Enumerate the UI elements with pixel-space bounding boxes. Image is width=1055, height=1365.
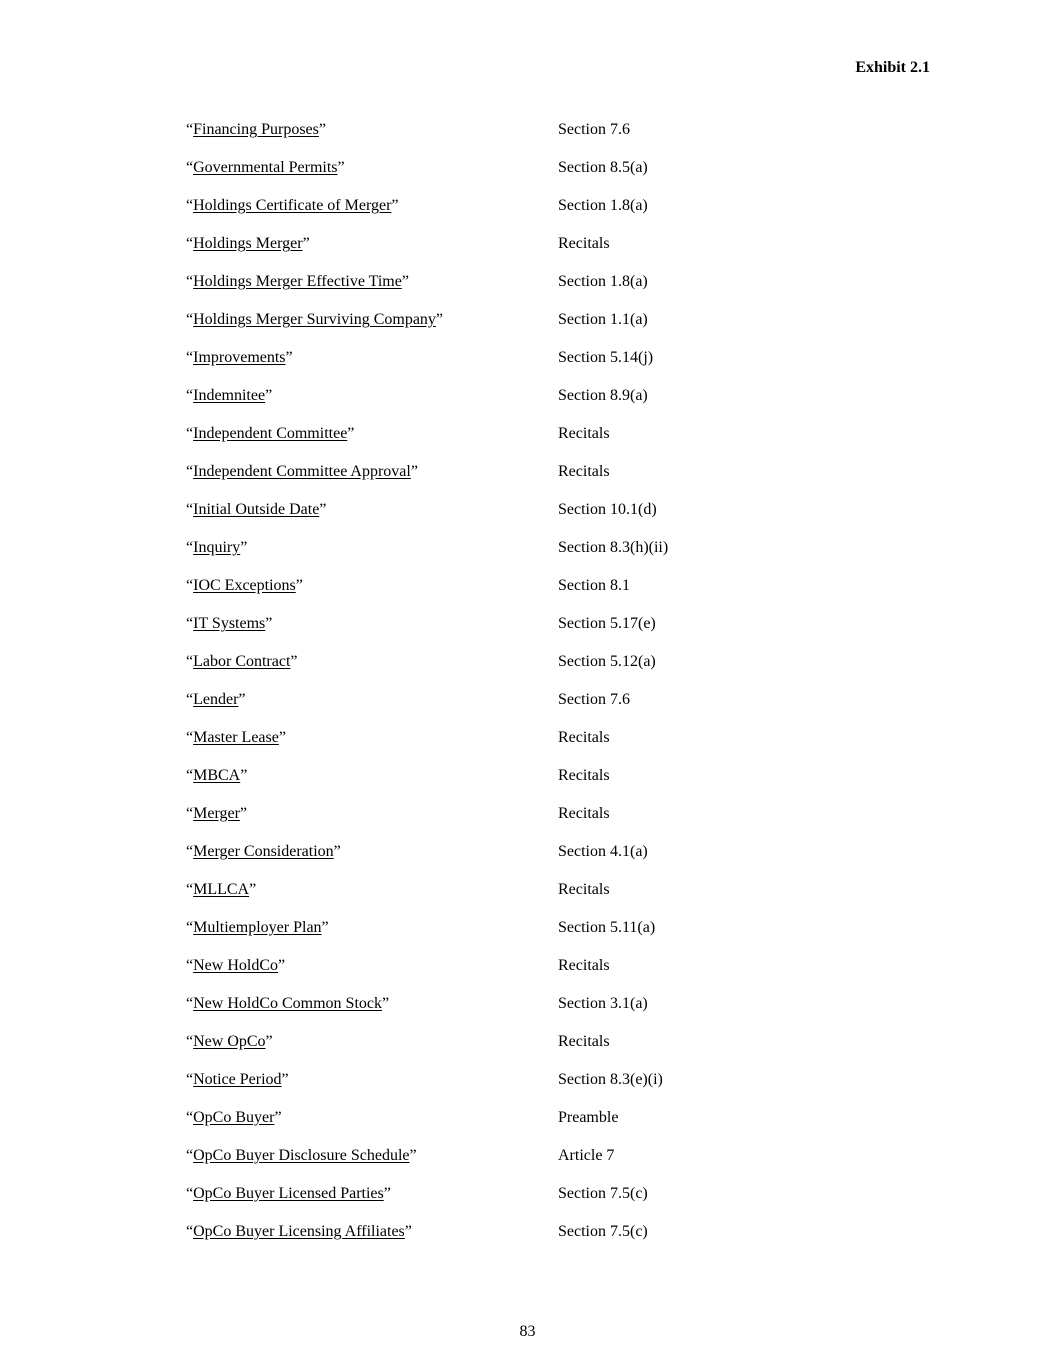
defined-term [186,272,558,292]
open-quote: “ [186,1071,194,1088]
open-quote: “ [186,387,194,404]
open-quote: “ [186,463,194,480]
defined-term [186,880,558,900]
section-reference: Section 5.17(e) [558,615,656,632]
section-reference: Recitals [558,235,610,252]
section-reference: Section 7.6 [558,121,630,138]
defined-term [186,386,558,406]
defined-term-name: Holdings Merger [193,235,303,252]
defined-term-name: New HoldCo Common Stock [193,995,382,1012]
section-reference: Section 5.12(a) [558,653,656,670]
defined-term [186,994,558,1014]
definition-row [186,462,786,500]
definition-row [186,880,786,918]
definition-row [186,918,786,956]
close-quote: ” [383,1185,391,1202]
definition-row [186,1184,786,1222]
defined-term-name: Holdings Merger Surviving Company [193,311,436,328]
definition-row [186,234,786,272]
close-quote: ” [240,767,248,784]
section-reference: Section 8.3(h)(ii) [558,539,669,556]
defined-term-name: Improvements [193,349,286,366]
close-quote: ” [249,881,257,898]
open-quote: “ [186,1109,194,1126]
close-quote: ” [285,349,293,366]
section-reference: Section 8.5(a) [558,159,648,176]
open-quote: “ [186,197,194,214]
section-reference: Recitals [558,957,610,974]
defined-term-name: IT Systems [193,615,266,632]
definition-row [186,424,786,462]
open-quote: “ [186,957,194,974]
close-quote: ” [239,805,248,822]
defined-term-name: OpCo Buyer [193,1109,275,1126]
defined-term-name: Labor Contract [193,653,291,670]
close-quote: ” [265,615,273,632]
close-quote: ” [295,577,303,594]
close-quote: ” [333,843,341,860]
definition-row [186,1032,786,1070]
defined-term-name: Multiemployer Plan [193,919,322,936]
open-quote: “ [186,1033,194,1050]
open-quote: “ [186,349,194,366]
open-quote: “ [186,691,194,708]
definition-row [186,576,786,614]
open-quote: “ [186,805,194,822]
open-quote: “ [186,1185,194,1202]
defined-term-name: Independent Committee [193,425,348,442]
defined-term-name: Independent Committee Approval [193,463,411,480]
close-quote: ” [382,995,390,1012]
defined-term [186,462,558,482]
section-reference: Recitals [558,767,610,784]
close-quote: ” [321,919,329,936]
defined-term [186,766,558,786]
definition-row [186,386,786,424]
defined-term [186,690,558,710]
open-quote: “ [186,425,194,442]
defined-term-name: Lender [193,691,239,708]
definition-row [186,196,786,234]
defined-term-name: Inquiry [193,539,241,556]
section-reference: Section 4.1(a) [558,843,648,860]
open-quote: “ [186,235,194,252]
close-quote: ” [347,425,355,442]
definition-row [186,994,786,1032]
open-quote: “ [186,919,194,936]
defined-term-name: Initial Outside Date [193,501,320,518]
defined-term-name: Indemnitee [193,387,266,404]
section-reference: Section 1.8(a) [558,197,648,214]
close-quote: ” [435,311,444,328]
section-reference: Section 7.6 [558,691,630,708]
section-reference: Section 10.1(d) [558,501,657,518]
open-quote: “ [186,159,194,176]
definition-row [186,956,786,994]
definition-row [186,158,786,196]
definition-row [186,652,786,690]
definition-row [186,272,786,310]
open-quote: “ [186,273,194,290]
close-quote: ” [318,121,326,138]
definition-row [186,766,786,804]
open-quote: “ [186,767,194,784]
defined-term-name: Holdings Certificate of Merger [193,197,392,214]
close-quote: ” [274,1109,282,1126]
defined-term [186,1032,558,1052]
close-quote: ” [281,1071,289,1088]
close-quote: ” [410,463,418,480]
defined-term [186,196,558,216]
definition-row [186,1222,786,1260]
defined-term [186,500,558,520]
section-reference: Preamble [558,1109,619,1126]
open-quote: “ [186,881,194,898]
defined-term [186,614,558,634]
close-quote: ” [302,235,310,252]
defined-term [186,424,558,444]
defined-term-name: Merger [193,805,240,822]
defined-term [186,120,558,140]
defined-term-name: Master Lease [193,729,279,746]
section-reference: Section 7.5(c) [558,1223,648,1240]
open-quote: “ [186,1147,194,1164]
open-quote: “ [186,501,194,518]
definition-row [186,310,786,348]
exhibit-label: Exhibit 2.1 [855,59,930,76]
defined-term [186,1184,558,1204]
defined-term-name: New HoldCo [193,957,278,974]
defined-term [186,538,558,558]
section-reference: Section 1.8(a) [558,273,648,290]
defined-term [186,1108,558,1128]
definition-row [186,842,786,880]
open-quote: “ [186,843,194,860]
section-reference: Section 3.1(a) [558,995,648,1012]
open-quote: “ [186,615,194,632]
close-quote: ” [404,1223,412,1240]
defined-term-name: Notice Period [193,1071,282,1088]
page-number: 83 [519,1323,536,1340]
defined-term [186,652,558,672]
section-reference: Section 7.5(c) [558,1185,648,1202]
definition-row [186,120,786,158]
definitions-table [186,120,786,1260]
close-quote: ” [278,729,286,746]
close-quote: ” [240,539,248,556]
definition-row [186,690,786,728]
close-quote: ” [401,273,409,290]
defined-term-name: Holdings Merger Effective Time [193,273,402,290]
section-reference: Recitals [558,729,610,746]
definition-row [186,348,786,386]
defined-term-name: MLLCA [193,881,250,898]
section-reference: Article 7 [558,1147,615,1164]
open-quote: “ [186,729,194,746]
section-reference: Recitals [558,425,610,442]
open-quote: “ [186,995,194,1012]
section-reference: Recitals [558,881,610,898]
close-quote: ” [238,691,246,708]
defined-term-name: OpCo Buyer Licensing Affiliates [193,1223,405,1240]
definition-row [186,538,786,576]
open-quote: “ [186,653,194,670]
section-reference: Section 8.9(a) [558,387,648,404]
definition-row [186,804,786,842]
definition-row [186,614,786,652]
definition-row [186,1070,786,1108]
defined-term [186,918,558,938]
defined-term-name: IOC Exceptions [193,577,296,594]
close-quote: ” [265,1033,273,1050]
open-quote: “ [186,577,194,594]
open-quote: “ [186,539,194,556]
defined-term-name: Governmental Permits [193,159,338,176]
close-quote: ” [278,957,286,974]
close-quote: ” [265,387,273,404]
close-quote: ” [409,1147,417,1164]
defined-term [186,234,558,254]
defined-term [186,348,558,368]
defined-term [186,956,558,976]
defined-term [186,1222,558,1242]
close-quote: ” [319,501,327,518]
defined-term [186,1070,558,1090]
section-reference: Recitals [558,463,610,480]
defined-term [186,576,558,596]
section-reference: Recitals [558,1033,610,1050]
section-reference: Section 8.3(e)(i) [558,1071,663,1088]
defined-term [186,804,558,824]
defined-term-name: OpCo Buyer Disclosure Schedule [193,1147,410,1164]
close-quote: ” [391,197,399,214]
defined-term [186,842,558,862]
close-quote: ” [290,653,298,670]
open-quote: “ [186,311,194,328]
defined-term [186,310,558,330]
open-quote: “ [186,121,194,138]
section-reference: Section 8.1 [558,577,630,594]
defined-term [186,728,558,748]
defined-term-name: Financing Purposes [193,121,319,138]
section-reference: Section 5.11(a) [558,919,656,936]
definition-row [186,728,786,766]
defined-term-name: New OpCo [193,1033,266,1050]
section-reference: Section 1.1(a) [558,311,648,328]
defined-term [186,158,558,178]
defined-term [186,1146,558,1166]
section-reference: Recitals [558,805,610,822]
defined-term-name: Merger Consideration [193,843,334,860]
close-quote: ” [337,159,345,176]
definition-row [186,1146,786,1184]
open-quote: “ [186,1223,194,1240]
defined-term-name: OpCo Buyer Licensed Parties [193,1185,384,1202]
section-reference: Section 5.14(j) [558,349,654,366]
definition-row [186,500,786,538]
definition-row [186,1108,786,1146]
defined-term-name: MBCA [193,767,241,784]
